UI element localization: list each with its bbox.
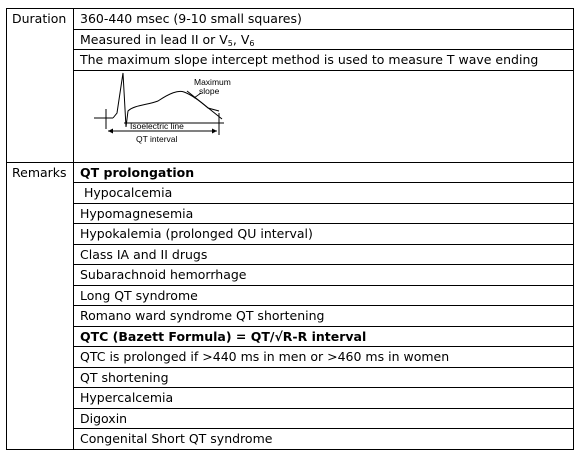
lead-subscript-5: 5 — [227, 38, 233, 48]
remark-item: Romano ward syndrome QT shortening — [74, 306, 574, 327]
qt-interval-label: QT interval — [136, 133, 178, 144]
lead-text: Measured in lead II or V — [80, 31, 228, 47]
table-row — [7, 9, 574, 30]
lead-measurement — [74, 29, 574, 50]
remark-item: Digoxin — [74, 408, 574, 429]
remarks-section — [7, 162, 574, 449]
qt-interval-table — [6, 8, 574, 450]
table-row — [7, 388, 574, 409]
remark-item: Hypocalcemia — [74, 183, 574, 204]
table-row — [7, 244, 574, 265]
qt-arrow-head-left — [108, 128, 113, 133]
remark-item: QT shortening — [74, 367, 574, 388]
remark-item: QT prolongation — [74, 162, 574, 183]
table-row — [7, 429, 574, 450]
maximum-label: Maximum — [194, 76, 231, 87]
table-row — [7, 265, 574, 286]
remark-item: Subarachnoid hemorrhage — [74, 265, 574, 286]
ecg-qt-diagram — [74, 71, 274, 157]
table-row — [7, 29, 574, 50]
remark-item: QTC is prolonged if >440 ms in men or >460 ms in women — [74, 347, 574, 368]
remark-item: Hypercalcemia — [74, 388, 574, 409]
ecg-diagram-cell — [74, 70, 574, 162]
lead-subscript-6: 6 — [249, 38, 255, 48]
table-row — [7, 224, 574, 245]
remark-item: Congenital Short QT syndrome — [74, 429, 574, 450]
qt-arrow-head-right — [212, 128, 217, 133]
table-row — [7, 367, 574, 388]
table-row — [7, 347, 574, 368]
remark-item: QTC (Bazett Formula) = QT/√R-R interval — [74, 326, 574, 347]
remarks-label: Remarks — [7, 162, 74, 449]
remark-item: Hypomagnesemia — [74, 203, 574, 224]
remark-item: Class IA and II drugs — [74, 244, 574, 265]
table-row — [7, 306, 574, 327]
lead-separator: , V — [232, 31, 250, 47]
remark-item: Long QT syndrome — [74, 285, 574, 306]
table-row — [7, 326, 574, 347]
table-row — [7, 408, 574, 429]
duration-label: Duration — [7, 9, 74, 163]
table-row — [7, 183, 574, 204]
remark-item: Hypokalemia (prolonged QU interval) — [74, 224, 574, 245]
slope-label: slope — [199, 85, 220, 96]
table-row — [7, 285, 574, 306]
table-row — [7, 70, 574, 162]
table-row — [7, 162, 574, 183]
table-row — [7, 203, 574, 224]
duration-value: 360-440 msec (9-10 small squares) — [74, 9, 574, 30]
table-row — [7, 50, 574, 71]
t-wave-method: The maximum slope intercept method is used to measure T wave ending — [74, 50, 574, 71]
isoelectric-label: Isoelectric line — [130, 120, 184, 131]
